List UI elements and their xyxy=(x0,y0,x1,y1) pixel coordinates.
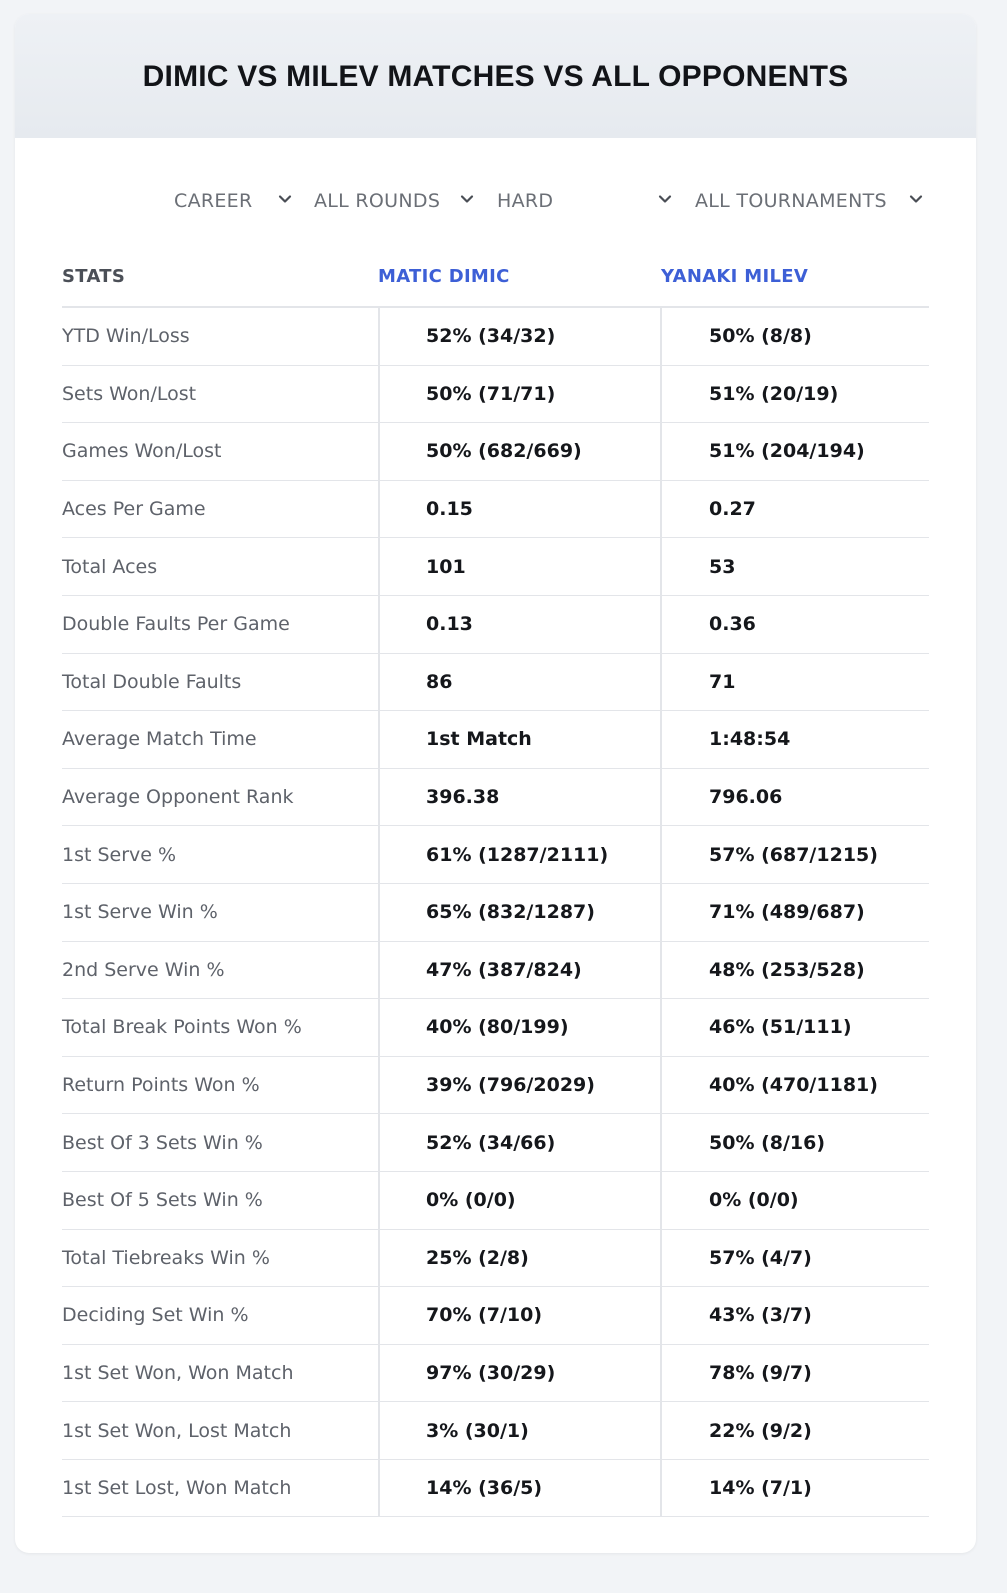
column-divider xyxy=(660,711,662,768)
player1-value: 1st Match xyxy=(426,728,532,751)
stat-label: 1st Serve Win % xyxy=(62,901,218,924)
chevron-down-icon[interactable] xyxy=(277,191,293,207)
stat-label: 1st Set Won, Won Match xyxy=(62,1361,294,1384)
stat-label: 1st Set Won, Lost Match xyxy=(62,1419,292,1442)
stat-label: Average Opponent Rank xyxy=(62,786,294,809)
column-divider xyxy=(660,1402,662,1459)
player2-value: 50% (8/16) xyxy=(709,1131,826,1154)
player2-value: 14% (7/1) xyxy=(709,1477,812,1500)
table-row xyxy=(62,481,929,539)
column-divider xyxy=(660,1460,662,1517)
table-row xyxy=(62,538,929,596)
column-divider xyxy=(378,654,380,711)
player2-value: 40% (470/1181) xyxy=(709,1074,878,1097)
player1-value: 14% (36/5) xyxy=(426,1477,543,1500)
table-row xyxy=(62,1287,929,1345)
player2-value: 1:48:54 xyxy=(709,728,791,751)
column-divider xyxy=(378,826,380,883)
stat-label: Deciding Set Win % xyxy=(62,1304,249,1327)
player1-value: 39% (796/2029) xyxy=(426,1074,595,1097)
column-divider xyxy=(660,654,662,711)
column-divider xyxy=(378,538,380,595)
column-divider xyxy=(660,596,662,653)
column-divider xyxy=(660,884,662,941)
table-row xyxy=(62,942,929,1000)
table-row xyxy=(62,308,929,366)
column-divider xyxy=(660,826,662,883)
column-divider xyxy=(378,1230,380,1287)
column-divider xyxy=(660,942,662,999)
stat-label: Best Of 3 Sets Win % xyxy=(62,1131,263,1154)
player2-value: 48% (253/528) xyxy=(709,958,865,981)
column-divider xyxy=(660,1114,662,1171)
stat-label: Total Break Points Won % xyxy=(62,1016,302,1039)
stat-label: Games Won/Lost xyxy=(62,440,222,463)
filter-round-select[interactable] xyxy=(314,178,440,224)
stat-label: Sets Won/Lost xyxy=(62,382,197,405)
stat-label: Best Of 5 Sets Win % xyxy=(62,1189,263,1212)
table-row xyxy=(62,711,929,769)
table-row xyxy=(62,1402,929,1460)
player1-value: 97% (30/29) xyxy=(426,1361,556,1384)
player2-value: 57% (4/7) xyxy=(709,1246,812,1269)
player1-value: 50% (71/71) xyxy=(426,382,556,405)
column-divider xyxy=(378,1114,380,1171)
table-row xyxy=(62,1460,929,1518)
column-divider xyxy=(378,999,380,1056)
player2-value: 57% (687/1215) xyxy=(709,843,878,866)
page-title: DIMIC VS MILEV MATCHES VS ALL OPPONENTS xyxy=(142,60,849,93)
column-divider xyxy=(660,308,662,365)
stat-label: Return Points Won % xyxy=(62,1074,260,1097)
table-row xyxy=(62,1057,929,1115)
player2-value: 50% (8/8) xyxy=(709,325,812,348)
column-divider xyxy=(378,1172,380,1229)
stat-label: 2nd Serve Win % xyxy=(62,958,225,981)
stat-label: Total Tiebreaks Win % xyxy=(62,1246,270,1269)
player1-value: 396.38 xyxy=(426,786,500,809)
player1-value: 52% (34/66) xyxy=(426,1131,556,1154)
player2-value: 71% (489/687) xyxy=(709,901,865,924)
column-divider xyxy=(378,1402,380,1459)
column-divider xyxy=(378,942,380,999)
player1-value: 47% (387/824) xyxy=(426,958,582,981)
column-divider xyxy=(660,769,662,826)
player1-value: 65% (832/1287) xyxy=(426,901,595,924)
filter-tournament-label: ALL TOURNAMENTS xyxy=(695,190,887,212)
column-divider xyxy=(660,1345,662,1402)
table-header xyxy=(62,250,929,308)
column-divider xyxy=(660,1057,662,1114)
stat-label: Average Match Time xyxy=(62,728,257,751)
column-header-player2[interactable]: YANAKI MILEV xyxy=(661,266,809,287)
column-divider xyxy=(660,423,662,480)
player2-value: 0.27 xyxy=(709,498,756,521)
chevron-down-icon[interactable] xyxy=(459,191,475,207)
player1-value: 40% (80/199) xyxy=(426,1016,569,1039)
player2-value: 46% (51/111) xyxy=(709,1016,852,1039)
filter-surface-label: HARD xyxy=(497,190,554,212)
player1-value: 86 xyxy=(426,670,453,693)
table-row xyxy=(62,366,929,424)
stats-card xyxy=(15,14,976,1553)
player1-value: 52% (34/32) xyxy=(426,325,556,348)
table-body xyxy=(62,308,929,1517)
player1-value: 61% (1287/2111) xyxy=(426,843,609,866)
player1-value: 0.13 xyxy=(426,613,473,636)
filter-period-label: CAREER xyxy=(174,190,253,212)
player1-value: 3% (30/1) xyxy=(426,1419,529,1442)
chevron-down-icon[interactable] xyxy=(657,191,673,207)
filter-period-select[interactable] xyxy=(174,178,252,224)
column-divider xyxy=(378,596,380,653)
player1-value: 25% (2/8) xyxy=(426,1246,529,1269)
filter-round-label: ALL ROUNDS xyxy=(314,190,441,212)
player2-value: 51% (20/19) xyxy=(709,382,839,405)
column-divider xyxy=(378,1345,380,1402)
chevron-down-icon[interactable] xyxy=(908,191,924,207)
filter-bar xyxy=(15,178,976,224)
player1-value: 101 xyxy=(426,555,466,578)
table-row xyxy=(62,1230,929,1288)
player1-value: 70% (7/10) xyxy=(426,1304,543,1327)
stat-label: Total Aces xyxy=(62,555,158,578)
column-divider xyxy=(660,1172,662,1229)
table-row xyxy=(62,423,929,481)
filter-tournament-select[interactable] xyxy=(695,178,887,224)
table-row xyxy=(62,826,929,884)
column-divider xyxy=(660,366,662,423)
player2-value: 51% (204/194) xyxy=(709,440,865,463)
table-row xyxy=(62,1114,929,1172)
column-divider xyxy=(660,538,662,595)
stat-label: 1st Set Lost, Won Match xyxy=(62,1477,292,1500)
column-divider xyxy=(660,1287,662,1344)
column-divider xyxy=(660,481,662,538)
player2-value: 796.06 xyxy=(709,786,783,809)
player2-value: 78% (9/7) xyxy=(709,1361,812,1384)
card-header xyxy=(15,14,976,138)
player1-value: 50% (682/669) xyxy=(426,440,582,463)
column-divider xyxy=(378,884,380,941)
stat-label: YTD Win/Loss xyxy=(62,325,190,348)
filter-surface-select[interactable] xyxy=(497,178,553,224)
table-row xyxy=(62,1172,929,1230)
column-divider xyxy=(378,1460,380,1517)
table-row xyxy=(62,999,929,1057)
player2-value: 53 xyxy=(709,555,736,578)
column-divider xyxy=(660,999,662,1056)
player2-value: 22% (9/2) xyxy=(709,1419,812,1442)
stat-label: 1st Serve % xyxy=(62,843,177,866)
table-row xyxy=(62,884,929,942)
table-row xyxy=(62,654,929,712)
column-divider xyxy=(378,423,380,480)
table-row xyxy=(62,1345,929,1403)
column-divider xyxy=(378,366,380,423)
column-divider xyxy=(378,308,380,365)
stat-label: Aces Per Game xyxy=(62,498,206,521)
stats-table xyxy=(62,250,929,1517)
player1-value: 0.15 xyxy=(426,498,473,521)
stat-label: Double Faults Per Game xyxy=(62,613,290,636)
column-divider xyxy=(378,769,380,826)
player2-value: 0.36 xyxy=(709,613,756,636)
column-divider xyxy=(378,481,380,538)
table-row xyxy=(62,596,929,654)
column-divider xyxy=(660,1230,662,1287)
stat-label: Total Double Faults xyxy=(62,670,242,693)
player1-value: 0% (0/0) xyxy=(426,1189,516,1212)
player2-value: 0% (0/0) xyxy=(709,1189,799,1212)
column-divider xyxy=(378,1057,380,1114)
column-header-player1[interactable]: MATIC DIMIC xyxy=(378,266,510,287)
player2-value: 71 xyxy=(709,670,736,693)
player2-value: 43% (3/7) xyxy=(709,1304,812,1327)
column-divider xyxy=(378,1287,380,1344)
column-header-stats: STATS xyxy=(62,266,126,287)
column-divider xyxy=(378,711,380,768)
table-row xyxy=(62,769,929,827)
